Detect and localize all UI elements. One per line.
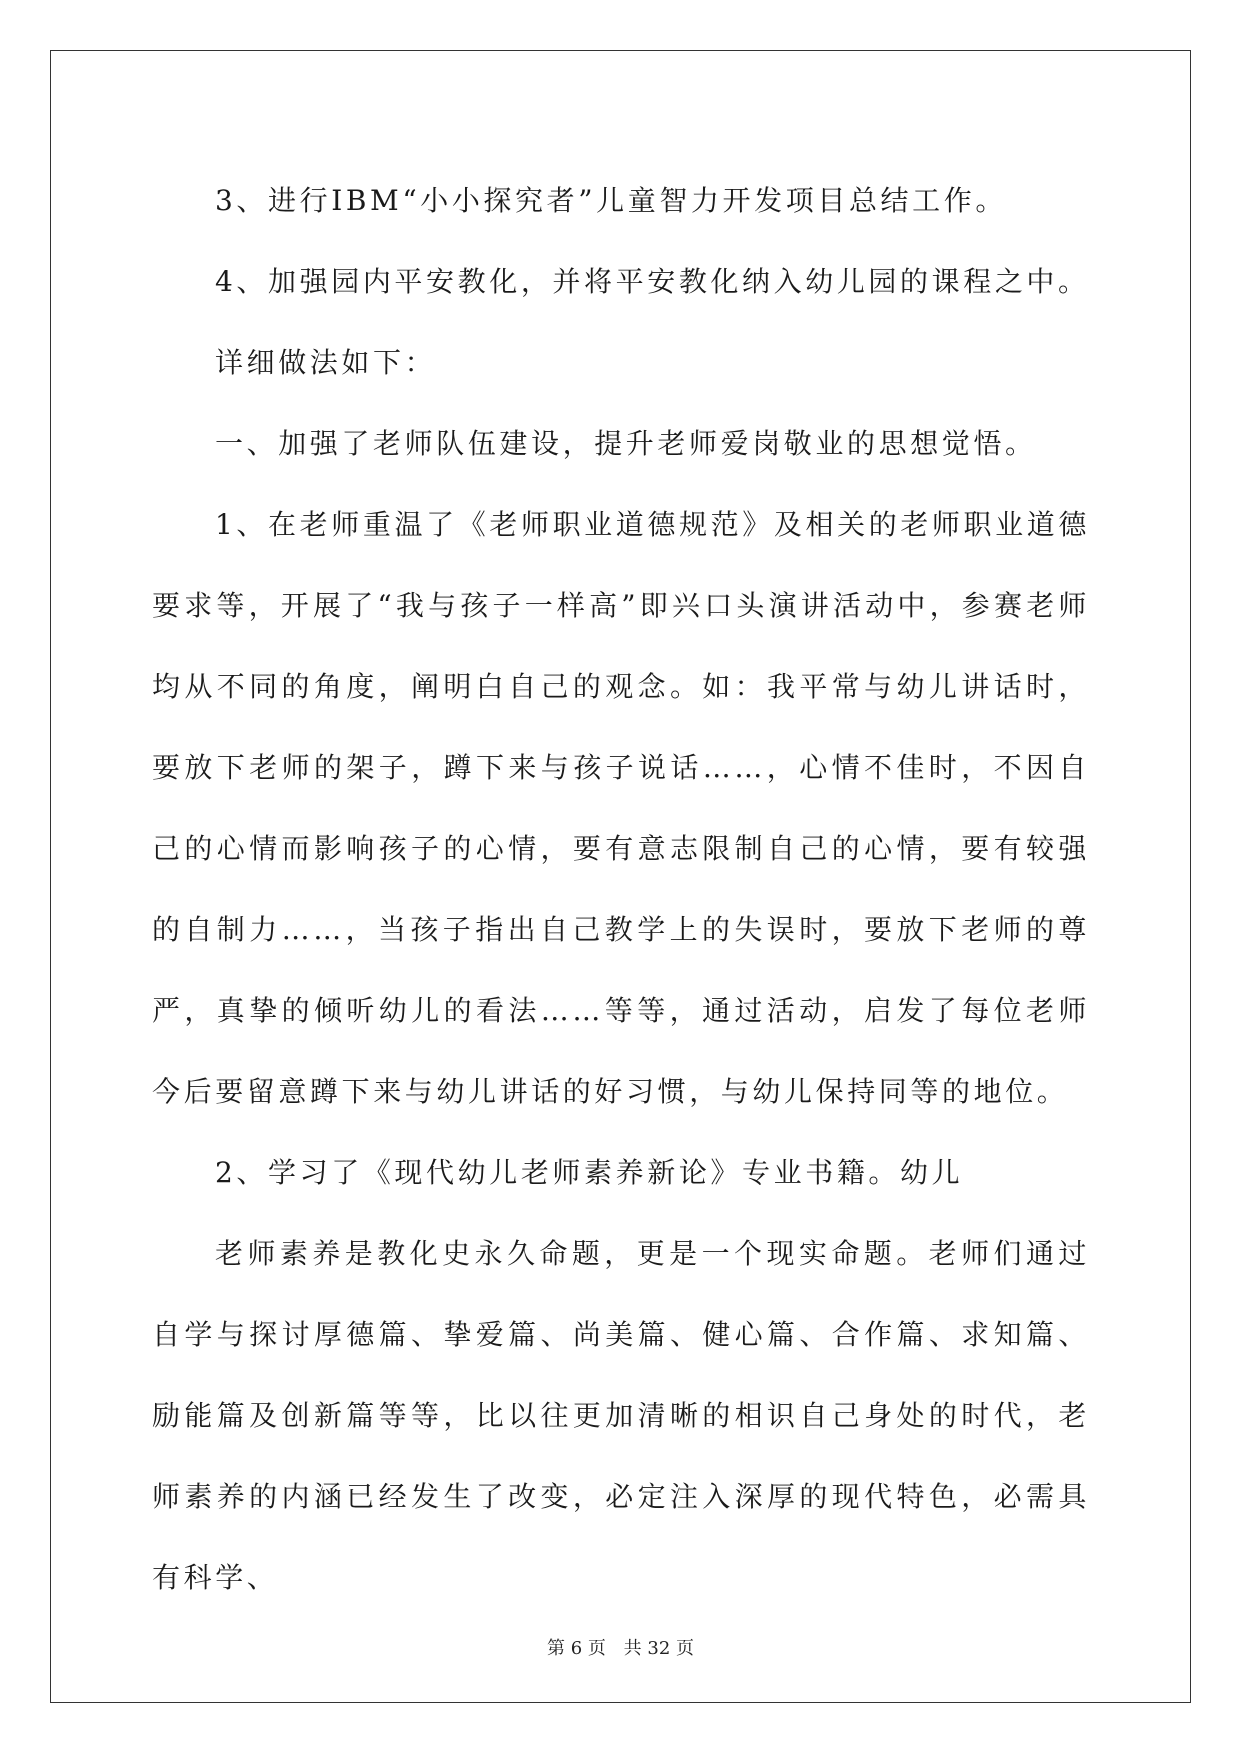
page-footer: [0, 1634, 1241, 1660]
paragraph-point-2: 2、学习了《现代幼儿老师素养新论》专业书籍。幼儿: [215, 1156, 964, 1189]
page-number: 第 6 页: [547, 1638, 606, 1659]
paragraph-point-1: 1、在老师重温了《老师职业道德规范》及相关的老师职业道德要求等，开展了“我与孩子一样高”即兴口头演讲活动中，参赛老师均从不同的角度，阐明白自己的观念。如：我平常与幼儿讲话时，要放下老师的架子，蹲下来与孩子说话……，心情不佳时，不因自己的心情而影响孩子的心情，要有意志限制自己的心情，要有较强的自制力……，当孩子指出自己教学上的失误时，要放下老师的尊严，真挚的倾听幼儿的看法……等等，通过活动，启发了每位老师今后要留意蹲下来与幼儿讲话的好习惯，与幼儿保持同等的地位。: [152, 508, 1090, 1108]
paragraph-item-4: 4、加强园内平安教化，并将平安教化纳入幼儿园的课程之中。: [215, 265, 1090, 298]
paragraph-teacher-quality: 老师素养是教化史永久命题，更是一个现实命题。老师们通过自学与探讨厚德篇、挚爱篇、尚美篇、健心篇、合作篇、求知篇、励能篇及创新篇等等，比以往更加清晰的相识自己身处的时代，老师素养的内涵已经发生了改变，必定注入深厚的现代特色，必需具有科学、: [152, 1237, 1090, 1594]
paragraph-method-intro: 详细做法如下：: [215, 346, 437, 379]
document-body: [152, 160, 1090, 1618]
page-total: 共 32 页: [623, 1638, 694, 1659]
section-heading-one: 一、加强了老师队伍建设，提升老师爱岗敬业的思想觉悟。: [215, 427, 1037, 460]
paragraph-item-3: 3、进行IBM“小小探究者”儿童智力开发项目总结工作。: [215, 184, 1007, 217]
